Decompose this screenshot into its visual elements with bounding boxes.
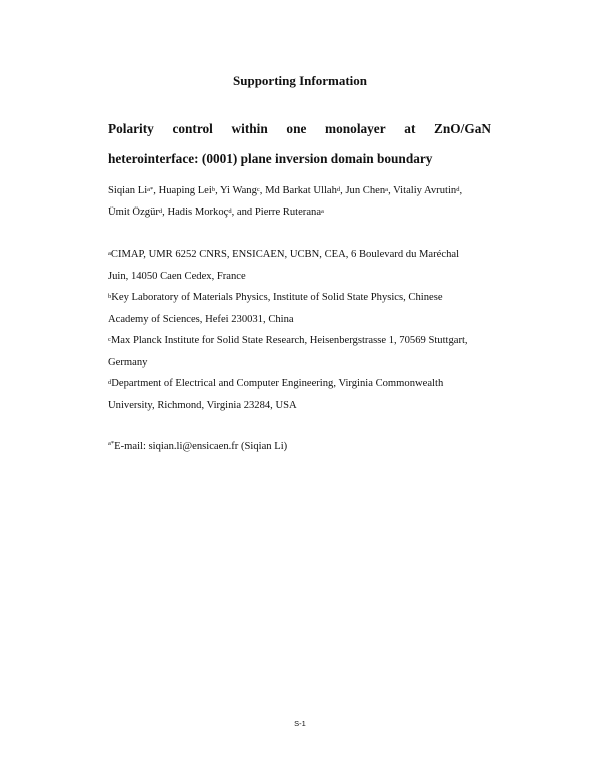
corresponding-email: $^{a*}$E-mail: siqian.li@ensicaen.fr (Siqian Li) <box>108 440 288 452</box>
affiliation-c: $^c$Max Planck Institute for Solid State Research, Heisenbergstrasse 1, 70569 Stuttgart, Germany <box>108 335 468 368</box>
title-word: ZnO/GaN <box>434 121 491 136</box>
author: Yi Wang$^c$ <box>219 185 260 196</box>
supporting-info-heading: Supporting Information <box>233 73 367 88</box>
affiliation-d: $^d$Department of Electrical and Computer Engineering, Virginia Commonwealth University, Richmond, Virginia 23284, USA <box>108 378 444 411</box>
title-line-2: heterointerface: (0001) plane inversion domain boundary <box>108 151 433 166</box>
author: Vitaliy Avrutin$^d$ <box>393 185 460 196</box>
author: Huaping Lei$^b$ <box>158 185 216 196</box>
email-text: E-mail: siqian.li@ensicaen.fr (Siqian Li) <box>114 441 288 452</box>
author: Ümit Özgür$^d$ <box>108 207 163 218</box>
author: Jun Chen$^a$ <box>345 185 389 196</box>
affiliation-a: $^a$CIMAP, UMR 6252 CNRS, ENSICAEN, UCBN, CEA, 6 Boulevard du Maréchal Juin, 14050 Caen Cedex, France <box>108 249 460 282</box>
paper-title <box>108 114 491 174</box>
author: Md Barkat Ullah$^d$ <box>265 185 341 196</box>
affiliation-b: $^b$Key Laboratory of Materials Physics, Institute of Solid State Physics, Chinese Academy of Sciences, Hefei 230031, China <box>108 292 443 325</box>
title-word: one <box>286 121 307 136</box>
title-word: control <box>172 121 213 136</box>
title-word: Polarity <box>108 121 154 136</box>
title-line-1 <box>108 114 491 144</box>
title-word: monolayer <box>325 121 386 136</box>
title-word: within <box>231 121 268 136</box>
author: Hadis Morkoç$^d$ <box>167 207 232 218</box>
author-list: Siqian $Li^{a*}$, Huaping Lei$^b$, Yi Wang$^c$, Md Barkat Ullah$^d$, Jun Chen$^a$, Vitaliy Avrutin$^d$, Ümit Özgür$^d$, Hadis Morkoç$^d$, and Pierre Ruterana$^a$ <box>108 185 463 218</box>
author: Siqian $Li^{a*}$ <box>108 185 154 196</box>
title-word: at <box>404 121 416 136</box>
page-number: S-1 <box>294 719 306 728</box>
author: Pierre Ruterana$^a$ <box>254 207 324 218</box>
